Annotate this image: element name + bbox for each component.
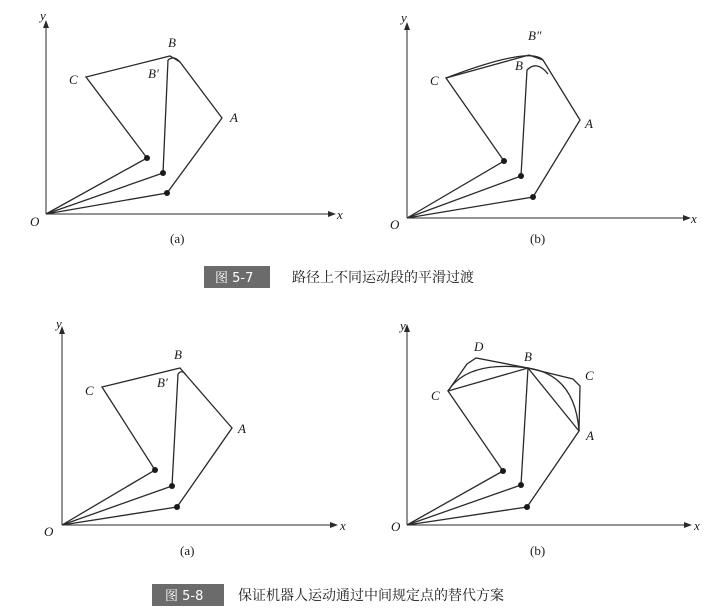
subfigure-label: (b) — [530, 231, 546, 246]
x-axis-arrow — [683, 215, 691, 221]
x-axis-label: x — [694, 518, 700, 533]
point-label-a: A — [585, 116, 593, 131]
via-point — [160, 170, 166, 176]
middle-link — [407, 176, 521, 218]
middle-link — [407, 485, 521, 525]
point-label-c: C — [85, 383, 94, 398]
via-point — [164, 190, 170, 196]
fig58-panel-a — [44, 316, 346, 558]
via-point — [144, 155, 150, 161]
detour-via-d — [448, 358, 528, 391]
subfigure-label: (b) — [530, 543, 546, 558]
path-segment — [529, 55, 543, 60]
via-point — [500, 468, 506, 474]
via-point — [174, 504, 180, 510]
point-label-c: C — [69, 72, 78, 87]
middle-segment — [521, 368, 528, 485]
subfigure-label: (a) — [180, 543, 195, 558]
fig57-panel-a — [30, 8, 343, 246]
point-label-a: A — [238, 421, 246, 436]
fig57-panel-b — [390, 10, 697, 246]
point-label-b: B — [524, 349, 532, 364]
x-axis-label: x — [337, 207, 343, 222]
x-axis-label: x — [340, 518, 346, 533]
y-axis-label: y — [40, 8, 46, 23]
subfigure-label: (a) — [170, 231, 185, 246]
point-label-d: D — [474, 339, 484, 354]
figure-5-7-caption — [204, 266, 474, 288]
figure-badge-text: 图 5-7 — [215, 271, 254, 286]
x-axis-arrow — [330, 522, 338, 528]
blended-segment — [163, 60, 168, 173]
via-point — [169, 483, 175, 489]
point-label-b-double-prime: B″ — [528, 28, 542, 43]
x-axis-arrow — [328, 211, 336, 217]
x-axis-arrow — [684, 522, 692, 528]
point-label-a: A — [586, 428, 594, 443]
y-axis-label: y — [400, 318, 406, 333]
point-label-a: A — [230, 110, 238, 125]
point-label-c-right: C — [585, 368, 594, 383]
figure-caption-text: 路径上不同运动段的平滑过渡 — [292, 270, 474, 286]
x-axis-label: x — [691, 211, 697, 226]
origin-label: O — [391, 519, 401, 534]
origin-label: O — [30, 214, 40, 229]
y-axis-label: y — [56, 316, 62, 331]
point-label-b: B — [168, 35, 176, 50]
via-point — [152, 467, 158, 473]
fig58-panel-b — [391, 318, 700, 558]
point-label-b: B — [515, 58, 523, 73]
point-label-b-prime: B′ — [157, 375, 168, 390]
blended-segment — [172, 374, 178, 486]
point-label-b: B — [174, 347, 182, 362]
point-label-b-prime: B′ — [148, 66, 159, 81]
figure-5-8-caption — [152, 584, 504, 606]
via-point — [530, 194, 536, 200]
via-point — [524, 504, 530, 510]
figure-caption-text: 保证机器人运动通过中间规定点的替代方案 — [238, 588, 504, 604]
via-point — [518, 173, 524, 179]
blended-segment — [521, 66, 548, 176]
path-segment — [407, 55, 529, 218]
figure-badge-text: 图 5-8 — [165, 589, 204, 604]
origin-label: O — [390, 217, 400, 232]
y-axis-label: y — [401, 10, 407, 25]
origin-label: O — [44, 524, 54, 539]
via-point — [518, 482, 524, 488]
middle-link — [46, 173, 163, 214]
via-point — [501, 158, 507, 164]
point-label-c: C — [430, 73, 439, 88]
point-label-c-left: C — [431, 388, 440, 403]
bulge-curve — [446, 56, 543, 78]
